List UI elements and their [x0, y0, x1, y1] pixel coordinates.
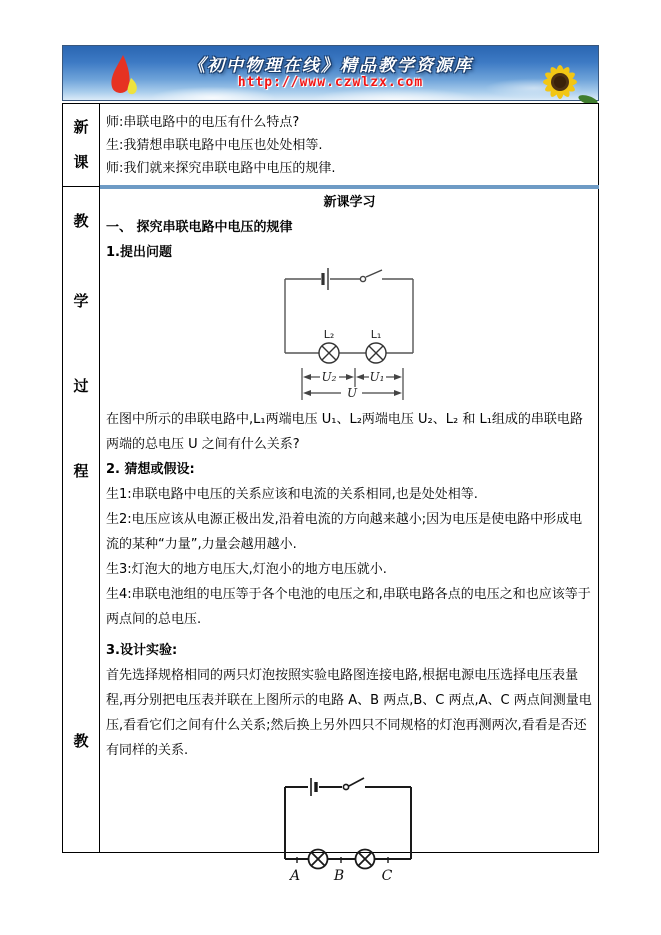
stage-label-char: 学 [73, 292, 89, 310]
step-design-experiment: 3.设计实验: [106, 643, 178, 658]
student-guess-3: 生3:灯泡大的地方电压大,灯泡小的地方电压就小. [106, 562, 387, 577]
stage-header-column [63, 104, 100, 852]
banner-url-link[interactable]: http://www.czwlzx.com [237, 75, 424, 90]
step-guess: 2. 猜想或假设: [106, 462, 195, 477]
site-banner [62, 45, 599, 101]
voltage-label-U2: U₂ [321, 370, 336, 384]
voltage-label-U1: U₁ [369, 370, 384, 384]
banner-title: 《初中物理在线》精品教学资源库 [188, 56, 473, 76]
sunflower-icon [530, 58, 596, 102]
series-circuit-diagram-voltages [265, 267, 435, 407]
series-circuit-diagram-abc [275, 777, 425, 885]
stage-label-char: 新 [73, 118, 89, 136]
stage-label-char: 课 [73, 153, 89, 171]
lesson-content-cell [100, 190, 599, 885]
procedure-paragraph: 首先选择规格相同的两只灯泡按照实验电路图连接电路,根据电源电压选择电压表量程,再分别把电压表并联在上图所示的电路 A、B 两点,B、C 两点,A、C 两点间测量电压,看看它们之间有什么关系;然后换上另外四只不同规格的灯泡再测两次,看看是否还有同样的关系. [106, 668, 592, 758]
section-title: 新课学习 [323, 195, 376, 210]
lamp-label-L1: L₁ [370, 328, 381, 341]
dialog-cell [100, 104, 599, 180]
question-paragraph: 在图中所示的串联电路中,L₁两端电压 U₁、L₂两端电压 U₂、L₂ 和 L₁组成的串联电路两端的总电压 U 之间有什么关系? [106, 412, 583, 452]
stage-label-char: 教 [73, 212, 89, 230]
lesson-heading: 一、 探究串联电路中电压的规律 [106, 220, 293, 235]
stage-label-char: 过 [73, 377, 89, 395]
lesson-plan-table [62, 103, 599, 884]
step-ask-question: 1.提出问题 [106, 245, 172, 260]
stage-label-char: 程 [73, 462, 89, 480]
lamp-label-L2: L₂ [323, 328, 334, 341]
dialog-line: 师:我们就来探究串联电路中电压的规律. [106, 161, 336, 176]
point-label-C: C [381, 868, 392, 884]
blue-separator [100, 185, 599, 189]
dialog-line: 师:串联电路中的电压有什么特点? [106, 115, 300, 130]
row-divider [63, 186, 99, 187]
dialog-line: 生:我猜想串联电路中电压也处处相等. [106, 138, 323, 153]
stage-label-char: 教 [73, 732, 89, 750]
point-label-B: B [333, 868, 344, 884]
point-label-A: A [289, 868, 300, 884]
student-guess-1: 生1:串联电路中电压的关系应该和电流的关系相同,也是处处相等. [106, 487, 478, 502]
voltage-label-U-total: U [346, 386, 357, 400]
student-guess-4: 生4:串联电池组的电压等于各个电池的电压之和,串联电路各点的电压之和也应该等于两点间的总电压. [106, 587, 591, 627]
student-guess-2: 生2:电压应该从电源正极出发,沿着电流的方向越来越小;因为电压是使电路中形成电流的某种“力量”,力量会越用越小. [106, 512, 583, 552]
